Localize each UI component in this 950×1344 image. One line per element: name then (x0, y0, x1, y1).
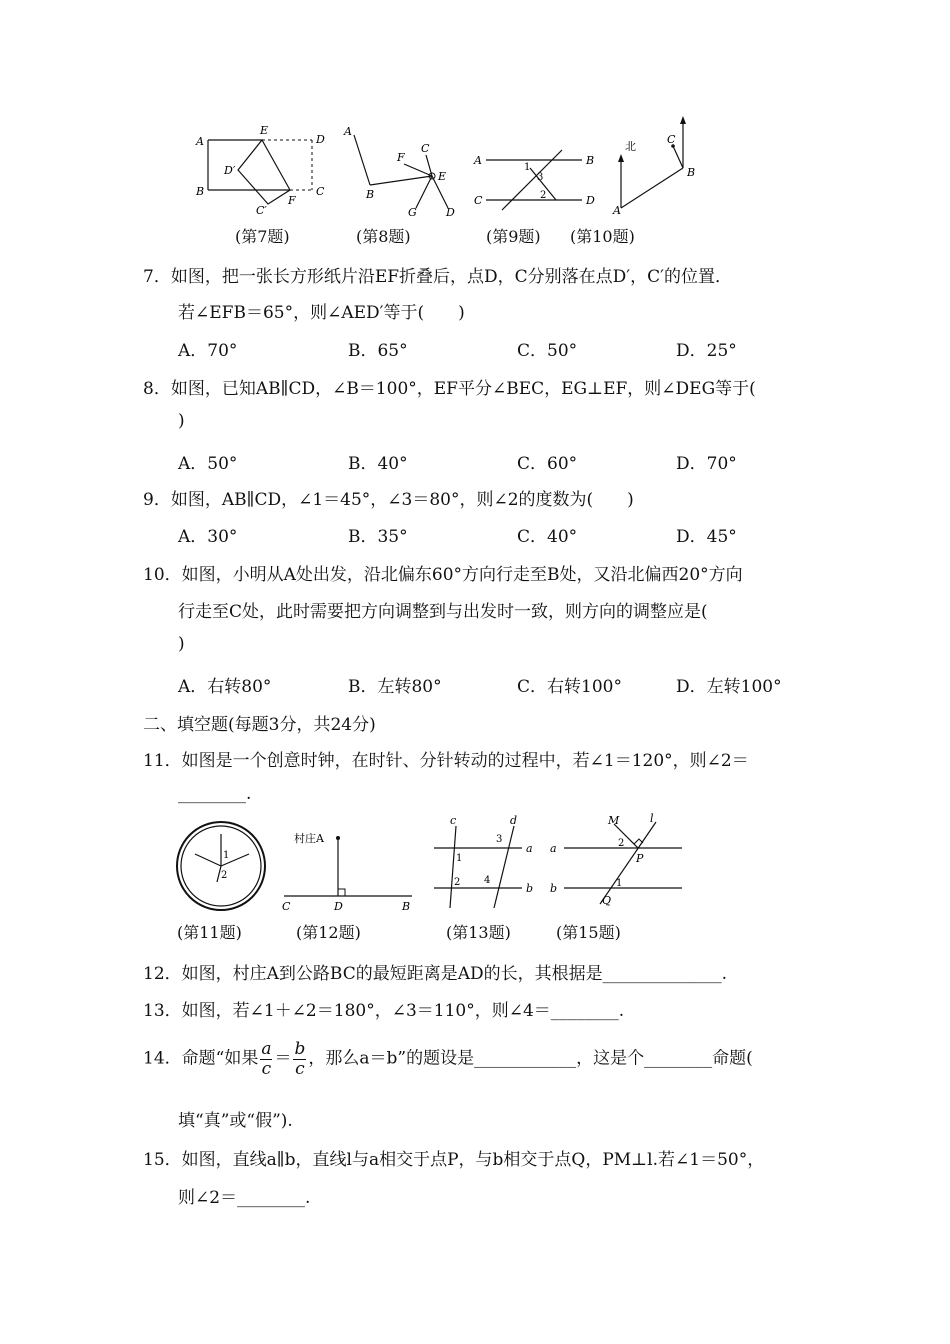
fig13-line-b: b (526, 882, 534, 895)
q13-line1: 13．如图，若∠1＋∠2＝180°，∠3＝110°，则∠4＝________. (143, 1001, 625, 1021)
fig13-angle-1: 1 (456, 853, 463, 864)
fig12-point-b: B (402, 900, 411, 913)
fig15-angle-2: 2 (618, 838, 625, 849)
q10-option-d[interactable]: D．左转100° (676, 677, 782, 697)
q7-option-b[interactable]: B．65° (348, 341, 408, 361)
fig7-point-c-prime: C′ (256, 204, 267, 217)
fig9-angle-1: 1 (524, 162, 531, 173)
q14-frac1-denominator: c (261, 1058, 272, 1079)
q12-line1: 12．如图，村庄A到公路BC的最短距离是AD的长，其根据是______________. (143, 964, 728, 984)
q14-equals: ＝ (274, 1048, 292, 1069)
q7-option-c[interactable]: C．50° (517, 341, 578, 361)
q14-frac1-numerator: a (261, 1039, 272, 1059)
figure-9 (470, 120, 610, 220)
q14-line1 (143, 1040, 753, 1078)
q8-option-b[interactable]: B．40° (348, 454, 408, 474)
fig13-angle-2: 2 (454, 877, 461, 888)
q8-option-c[interactable]: C．60° (517, 454, 578, 474)
q11-line2: ________. (178, 784, 252, 804)
fig8-point-c: C (421, 142, 430, 155)
fig9-angle-3: 3 (537, 172, 544, 183)
fig7-point-e: E (260, 124, 269, 137)
fig7-point-d: D (316, 133, 325, 146)
q9-option-c[interactable]: C．40° (517, 527, 578, 547)
section2-title: 二、填空题(每题3分，共24分) (143, 715, 376, 735)
q7-line1: 7．如图，把一张长方形纸片沿EF折叠后，点D，C分别落在点D′，C′的位置． (143, 267, 733, 287)
q11-line1: 11．如图是一个创意时钟，在时针、分针转动的过程中，若∠1＝120°，则∠2＝ (143, 751, 749, 771)
fig7-point-b: B (196, 185, 205, 198)
fig13-line-c: c (450, 814, 457, 827)
fig8-point-b: B (366, 188, 375, 201)
q8-option-a[interactable]: A．50° (178, 454, 238, 474)
fig10-point-c: C (667, 133, 676, 146)
fig11-caption: (第11题) (177, 923, 242, 942)
figure-13 (428, 812, 538, 917)
q14-frac2-numerator: b (294, 1039, 306, 1059)
figure-10 (605, 110, 705, 220)
q8-line2: ) (178, 411, 185, 431)
q7-option-d[interactable]: D．25° (676, 341, 737, 361)
fig9-point-c: C (474, 194, 483, 207)
fig15-line-a: a (550, 842, 557, 855)
q14-suffix: ，那么a＝b”的题设是____________，这是个________命题( (308, 1048, 753, 1069)
fig8-point-a: A (344, 125, 352, 138)
q10-line3: ) (178, 634, 185, 654)
q14-prefix: 14．命题“如果 (143, 1048, 259, 1069)
figure-7 (190, 120, 340, 220)
fig13-line-a: a (526, 842, 533, 855)
fig8-point-f: F (397, 151, 405, 164)
fig11-angle-1: 1 (223, 850, 230, 861)
fig7-point-d-prime: D′ (224, 164, 236, 177)
q7-option-a[interactable]: A．70° (178, 341, 238, 361)
fig10-caption: (第10题) (570, 227, 635, 246)
q14-fraction-b-over-c (293, 1040, 306, 1078)
q14-frac2-denominator: c (295, 1058, 305, 1079)
fig13-angle-3: 3 (496, 834, 503, 845)
fig13-angle-4: 4 (484, 875, 491, 886)
q9-option-b[interactable]: B．35° (348, 527, 408, 547)
q14-fraction-a-over-c (260, 1040, 272, 1078)
fig9-caption: (第9题) (486, 227, 541, 246)
fig9-point-d: D (586, 194, 595, 207)
fig9-angle-2: 2 (540, 190, 547, 201)
q15-line1: 15．如图，直线a∥b，直线l与a相交于点P，与b相交于点Q，PM⊥l.若∠1＝50°， (143, 1150, 765, 1170)
q9-line1: 9．如图，AB∥CD，∠1＝45°，∠3＝80°，则∠2的度数为( ) (143, 490, 634, 510)
fig7-point-f: F (288, 194, 296, 207)
q10-line1: 10．如图，小明从A处出发，沿北偏东60°方向行走至B处，又沿北偏西20°方向 (143, 565, 743, 585)
fig15-point-m: M (608, 814, 620, 827)
fig15-line-b: b (550, 882, 558, 895)
fig7-caption: (第7题) (235, 227, 290, 246)
fig8-point-d: D (446, 206, 455, 219)
figure-8 (340, 120, 470, 220)
fig15-point-p: P (636, 852, 644, 865)
fig13-caption: (第13题) (446, 923, 511, 942)
fig12-point-c: C (282, 900, 291, 913)
q9-option-a[interactable]: A．30° (178, 527, 238, 547)
fig9-point-a: A (474, 154, 482, 167)
fig8-caption: (第8题) (356, 227, 411, 246)
q8-line1: 8．如图，已知AB∥CD，∠B＝100°，EF平分∠BEC，EG⊥EF，则∠DEG等于( (143, 379, 756, 399)
fig10-north-label: 北 (625, 140, 636, 153)
fig10-point-b: B (687, 166, 696, 179)
figure-11 (175, 820, 270, 915)
fig11-angle-2: 2 (221, 870, 228, 881)
fig9-point-b: B (586, 154, 595, 167)
figure-15 (546, 812, 691, 917)
fig7-point-a: A (196, 135, 204, 148)
figure-12 (280, 822, 420, 917)
fig15-line-l: l (650, 812, 654, 825)
fig10-point-a: A (613, 204, 621, 217)
fig15-point-q: Q (602, 894, 612, 907)
fig13-line-d: d (510, 814, 518, 827)
q10-option-b[interactable]: B．左转80° (348, 677, 442, 697)
fig12-point-d: D (334, 900, 343, 913)
fig15-caption: (第15题) (556, 923, 621, 942)
q9-option-d[interactable]: D．45° (676, 527, 737, 547)
fig7-point-c: C (316, 185, 325, 198)
fig12-village-a: 村庄A (294, 832, 324, 845)
fig8-point-g: G (408, 206, 417, 219)
q7-line2: 若∠EFB＝65°，则∠AED′等于( ) (178, 303, 465, 323)
q10-option-c[interactable]: C．右转100° (517, 677, 622, 697)
q8-option-d[interactable]: D．70° (676, 454, 737, 474)
fig12-caption: (第12题) (296, 923, 361, 942)
fig8-point-e: E (438, 170, 447, 183)
q10-option-a[interactable]: A．右转80° (178, 677, 272, 697)
q14-line2: 填“真”或“假”). (178, 1111, 293, 1131)
q10-line2: 行走至C处，此时需要把方向调整到与出发时一致，则方向的调整应是( (178, 602, 708, 622)
fig15-angle-1: 1 (616, 878, 623, 889)
q15-line2: 则∠2＝________. (178, 1188, 311, 1208)
